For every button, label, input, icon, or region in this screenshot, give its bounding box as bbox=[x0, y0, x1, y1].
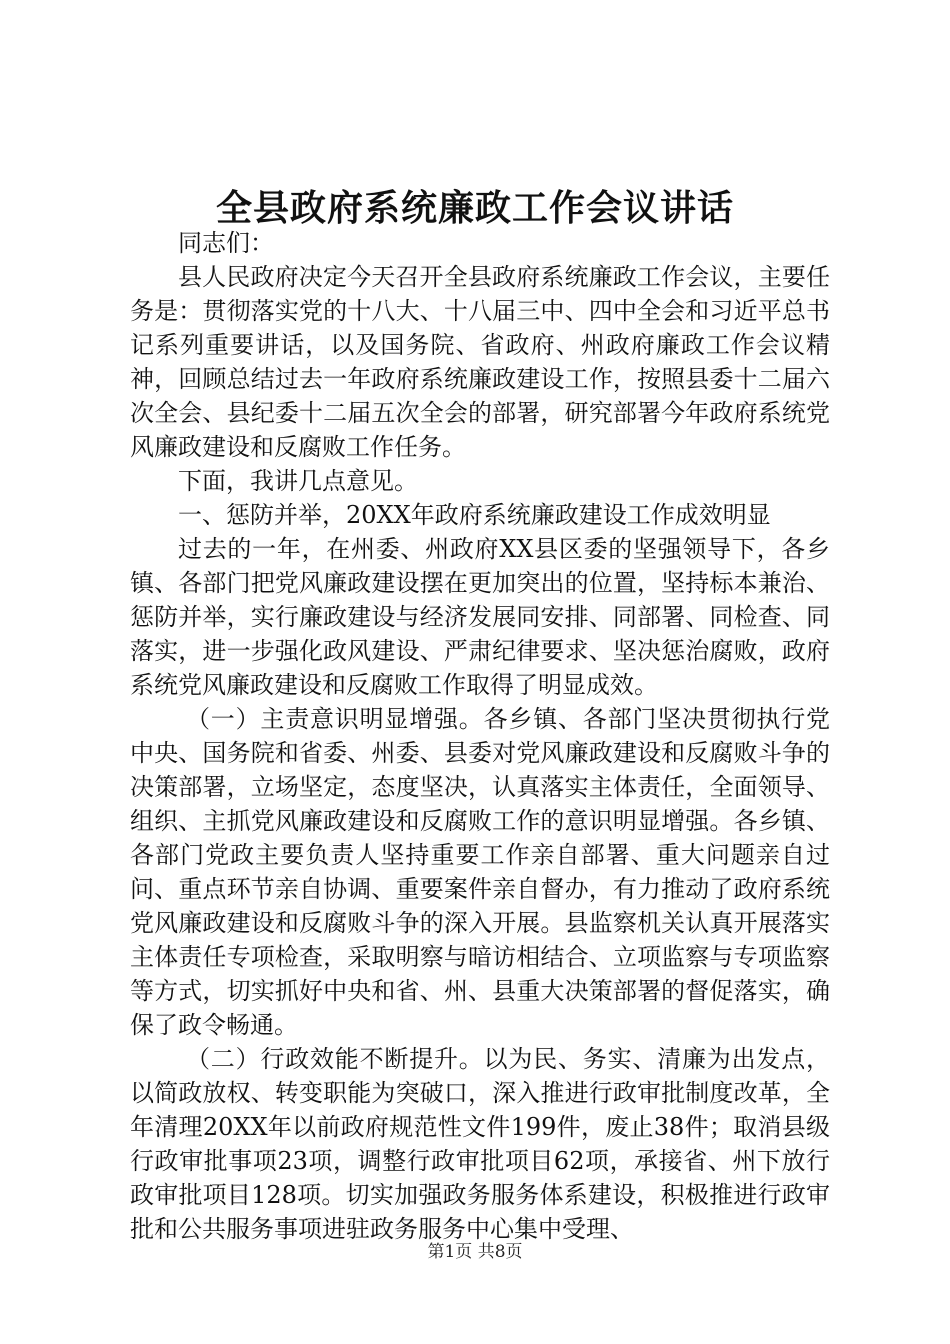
section-heading-1: 一、惩防并举，20XX年政府系统廉政建设工作成效明显 bbox=[178, 501, 771, 529]
transition-paragraph: 下面，我讲几点意见。 bbox=[178, 467, 418, 495]
salutation: 同志们： bbox=[178, 229, 274, 257]
subsection-1-paragraph: （一）主责意识明显增强。各乡镇、各部门坚决贯彻执行党中央、国务院和省委、州委、县委对党风廉政建设和反腐败斗争的决策部署，立场坚定，态度坚决，认真落实主体责任，全面领导、组织、主抓党风廉政建设和反腐败工作的意识明显增强。各乡镇、各部门党政主要负责人坚持重要工作亲自部署、重大问题亲自过问、重点环节亲自协调、重要案件亲自督办，有力推动了政府系统党风廉政建设和反腐败斗争的深入开展。县监察机关认真开展落实主体责任专项检查，采取明察与暗访相结合、立项监察与专项监察等方式，切实抓好中央和省、州、县重大决策部署的督促落实，确保了政令畅通。 bbox=[130, 705, 830, 1039]
intro-paragraph: 县人民政府决定今天召开全县政府系统廉政工作会议，主要任务是：贯彻落实党的十八大、十八届三中、四中全会和习近平总书记系列重要讲话，以及国务院、省政府、州政府廉政工作会议精神，回顾总结过去一年政府系统廉政建设工作，按照县委十二届六次全会、县纪委十二届五次全会的部署，研究部署今年政府系统党风廉政建设和反腐败工作任务。 bbox=[130, 263, 830, 461]
subsection-2-paragraph: （二）行政效能不断提升。以为民、务实、清廉为出发点，以简政放权、转变职能为突破口，深入推进行政审批制度改革，全年清理20XX年以前政府规范性文件199件，废止38件；取消县级行政审批事项23项，调整行政审批项目62项，承接省、州下放行政审批项目128项。切实加强政务服务体系建设，积极推进行政审批和公共服务事项进驻政务服务中心集中受理、 bbox=[130, 1045, 830, 1243]
document-body bbox=[130, 226, 830, 1246]
document-title: 全县政府系统廉政工作会议讲话 bbox=[215, 187, 734, 229]
summary-paragraph: 过去的一年，在州委、州政府XX县区委的坚强领导下，各乡镇、各部门把党风廉政建设摆在更加突出的位置，坚持标本兼治、惩防并举，实行廉政建设与经济发展同安排、同部署、同检查、同落实，进一步强化政风建设、严肃纪律要求、坚决惩治腐败，政府系统党风廉政建设和反腐败工作取得了明显成效。 bbox=[130, 535, 830, 699]
page-number-footer: 第1页 共8页 bbox=[427, 1242, 523, 1262]
